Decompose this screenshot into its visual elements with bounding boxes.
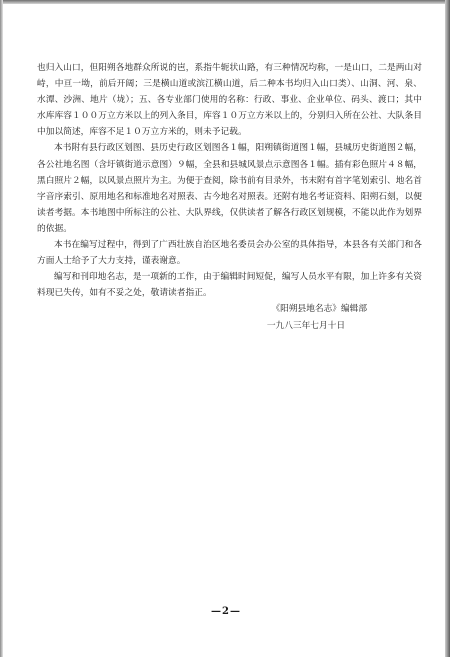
- paragraph-closing-note: 编写和刊印地名志，是一项新的工作，由于编辑时间短促，编写人员水平有限，加上许多有关资料现已失传，如有不妥之处，敬请读者指正。: [37, 272, 422, 299]
- scan-edge-right: [445, 0, 450, 657]
- paragraph-maps-and-indexes: 本书附有县行政区划图、县历史行政区划图各１幅，阳朔镇街道图１幅，县城历史街道图２幅，各公社地名图（含圩镇街道示意图）９幅，全县和县城风景点示意图各１幅。插有彩色照片４８幅，黑白照片２幅，以风景点照片为主。为便于查阅，除书前有目录外，书末附有首字笔划索引、地名首字音序索引、原用地名和标准地名对照表、古今地名对照表。还附有地名考证资料、阳朔石刻，以便读者考据。本书地图中所标注的公社、大队界线，仅供读者了解各行政区划规模，不能以此作为划界的依据。: [37, 143, 422, 234]
- editorial-signature: 《阳朔县地名志》编辑部: [271, 304, 367, 315]
- paragraph-continuation: 也归入山口，但阳朔各地群众所说的岜，系指牛轭状山路，有三种情况均称，一是山口，二是两山对峙，中亘一坳，前后开阔；三是横山道或滨江横山道，后二种本书均归入山口类）、山洞、河、泉、水潭、沙洲、地片（垅）；五、各专业部门使用的名称：行政、事业、企业单位、码头、渡口；其中水库库容１００万立方米以上的列入条目，库容１０万立方米以上的，分别归入所在公社、大队条目中加以简述，库容不足１０万立方米的，则未予记载。: [37, 63, 422, 138]
- page-number: —2—: [211, 606, 241, 617]
- paragraph-acknowledgements: 本书在编写过程中，得到了广西壮族自治区地名委员会办公室的具体指导，本县各有关部门和各方面人士给予了大力支持，谨表谢意。: [37, 240, 422, 267]
- document-page: [37, 60, 422, 334]
- signature-date: 一九八三年七月十日: [266, 320, 345, 331]
- scan-edge-left: [0, 0, 3, 657]
- scan-edge-top: [0, 0, 450, 4]
